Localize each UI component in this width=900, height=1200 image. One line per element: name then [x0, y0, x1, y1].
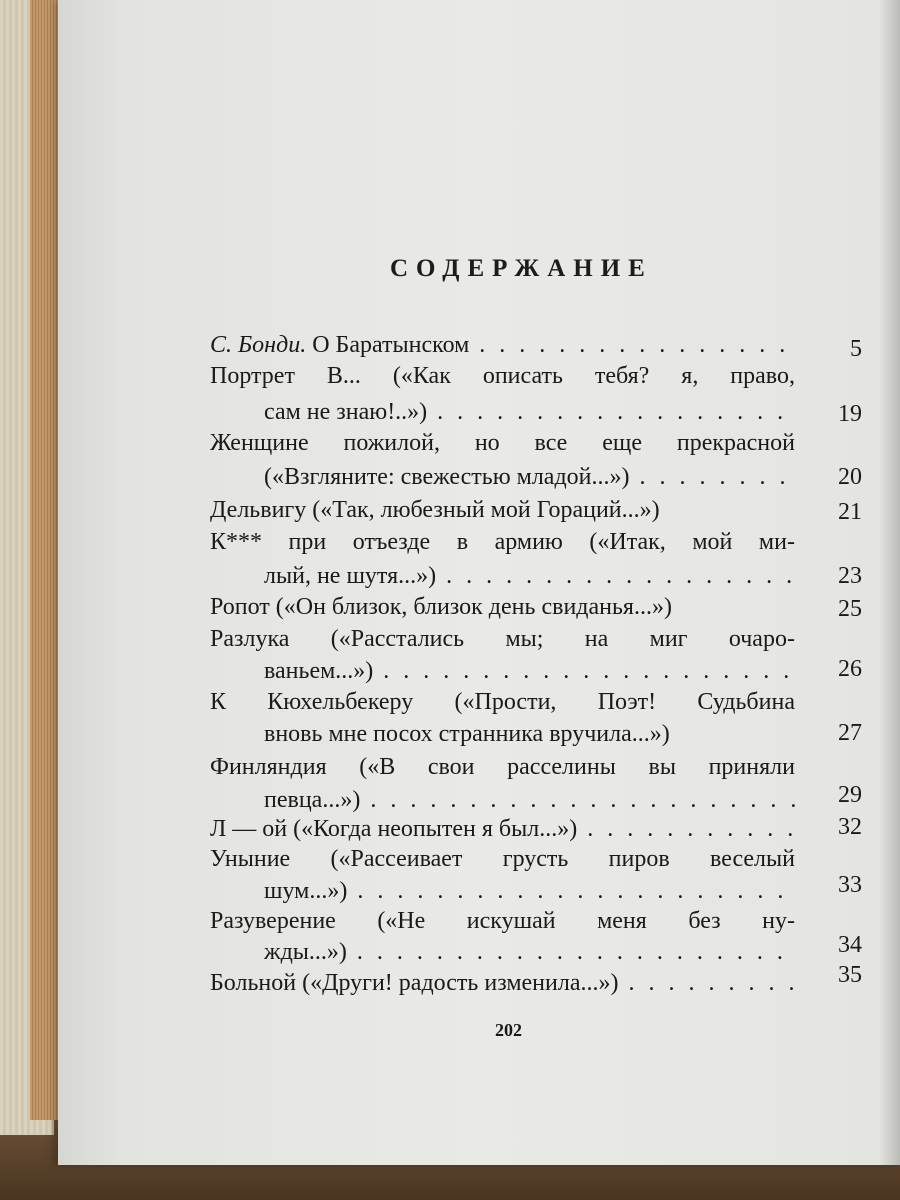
toc-word: право, — [730, 363, 795, 389]
toc-title: О Баратынском — [306, 332, 470, 358]
dot-leader — [630, 464, 795, 490]
toc-entry-line — [210, 330, 795, 360]
toc-word: еще — [602, 430, 642, 456]
toc-word: тебя? — [594, 363, 650, 389]
toc-page-number: 29 — [838, 782, 862, 808]
toc-page-number: 33 — [838, 872, 862, 898]
toc-title: ваньем...») — [264, 658, 374, 684]
toc-word: вы — [648, 754, 676, 780]
toc-word: Кюхельбекеру — [267, 689, 414, 715]
toc-word: («Расстались — [330, 626, 465, 652]
toc-title: шум...») — [264, 878, 348, 904]
toc-title: Больной («Други! радость изменила...») — [210, 970, 619, 996]
toc-page-number: 27 — [838, 720, 862, 746]
toc-entry-line — [210, 752, 795, 782]
toc-title: сам не знаю!..») — [264, 399, 428, 425]
toc-page-number: 5 — [850, 336, 862, 362]
toc-page-number: 25 — [838, 596, 862, 622]
toc-title: («Взгляните: свежестью младой...») — [264, 464, 630, 490]
toc-word: К — [210, 689, 227, 715]
toc-word: Разуверение — [210, 908, 336, 934]
toc-entry-line — [264, 397, 795, 427]
toc-entry-line — [210, 844, 795, 874]
toc-word: я, — [681, 363, 699, 389]
toc-word: ну- — [762, 908, 795, 934]
toc-word: очаро- — [728, 626, 795, 652]
toc-word: пожилой, — [343, 430, 440, 456]
toc-author: С. Бонди. — [210, 332, 307, 358]
toc-entry-line — [210, 361, 795, 391]
toc-title: лый, не шутя...») — [264, 563, 437, 589]
dot-leader — [469, 332, 795, 358]
toc-word: мы; — [505, 626, 544, 652]
toc-word: («Как — [392, 363, 451, 389]
toc-word: В... — [326, 363, 361, 389]
toc-word: Судьбина — [697, 689, 795, 715]
toc-word: но — [474, 430, 500, 456]
toc-word: («В — [359, 754, 396, 780]
toc-title: Л — ой («Когда неопытен я был...») — [210, 816, 578, 842]
toc-word: Женщине — [210, 430, 309, 456]
toc-title: Дельвигу («Так, любезный мой Гораций...») — [210, 497, 660, 523]
toc-word: К*** — [210, 529, 263, 555]
toc-word: без — [688, 908, 721, 934]
toc-word: веселый — [710, 846, 795, 872]
dot-leader — [427, 399, 795, 425]
toc-word: Уныние — [210, 846, 291, 872]
toc-word: («Рассеивает — [330, 846, 463, 872]
toc-entry-line — [210, 592, 795, 622]
page-folio: 202 — [495, 1020, 522, 1040]
toc-word: расселины — [507, 754, 616, 780]
toc-word: («Прости, — [454, 689, 557, 715]
toc-word: ми- — [758, 529, 795, 555]
toc-word: Финляндия — [210, 754, 327, 780]
dot-leader — [373, 658, 795, 684]
toc-word: все — [534, 430, 568, 456]
toc-entry-line — [264, 785, 795, 815]
toc-entry-line — [210, 814, 795, 844]
toc-word: пиров — [608, 846, 670, 872]
toc-word: в — [456, 529, 469, 555]
toc-word: («Не — [377, 908, 426, 934]
toc-word: армию — [494, 529, 563, 555]
toc-entry-line — [264, 876, 795, 906]
toc-word: искушай — [466, 908, 556, 934]
toc-page-number: 32 — [838, 814, 862, 840]
toc-word: свои — [427, 754, 475, 780]
toc-word: на — [584, 626, 609, 652]
toc-heading: СОДЕРЖАНИЕ — [390, 255, 653, 282]
toc-entry-line — [210, 624, 795, 654]
toc-page-number: 35 — [838, 962, 862, 988]
page-shadow — [878, 0, 900, 1165]
dot-leader — [347, 939, 795, 965]
toc-page-number: 19 — [838, 401, 862, 427]
toc-page-number: 23 — [838, 563, 862, 589]
toc-word: мой — [692, 529, 733, 555]
toc-title: жды...») — [264, 939, 347, 965]
toc-entry-line — [210, 495, 795, 525]
toc-title: Ропот («Он близок, близок день свиданья...») — [210, 594, 672, 620]
toc-entry-line — [264, 462, 795, 492]
toc-entry-line — [264, 719, 795, 749]
toc-page-number: 34 — [838, 932, 862, 958]
toc-word: приняли — [708, 754, 795, 780]
dot-leader — [577, 816, 795, 842]
toc-word: Портрет — [210, 363, 295, 389]
dot-leader — [360, 787, 795, 813]
toc-word: миг — [649, 626, 688, 652]
dot-leader — [347, 878, 795, 904]
dot-leader — [436, 563, 795, 589]
toc-entry-line — [210, 968, 795, 998]
toc-word: Поэт! — [597, 689, 657, 715]
toc-entry-line — [264, 656, 795, 686]
toc-word: прекрасной — [676, 430, 795, 456]
toc-entry-line — [264, 937, 795, 967]
toc-entry-line — [210, 428, 795, 458]
toc-entry-line — [210, 527, 795, 557]
toc-word: меня — [597, 908, 647, 934]
toc-entry-line — [210, 906, 795, 936]
dot-leader — [618, 970, 795, 996]
toc-word: Разлука — [210, 626, 290, 652]
toc-page-number: 26 — [838, 656, 862, 682]
toc-word: отъезде — [352, 529, 431, 555]
toc-page-number: 20 — [838, 464, 862, 490]
toc-entry-line — [210, 687, 795, 717]
toc-entry-line — [264, 561, 795, 591]
toc-word: при — [288, 529, 327, 555]
toc-word: описать — [482, 363, 563, 389]
toc-title: певца...») — [264, 787, 361, 813]
toc-word: грусть — [502, 846, 569, 872]
toc-page-number: 21 — [838, 499, 862, 525]
toc-title: вновь мне посох странника вручила...») — [264, 721, 670, 747]
toc-word: («Итак, — [589, 529, 666, 555]
